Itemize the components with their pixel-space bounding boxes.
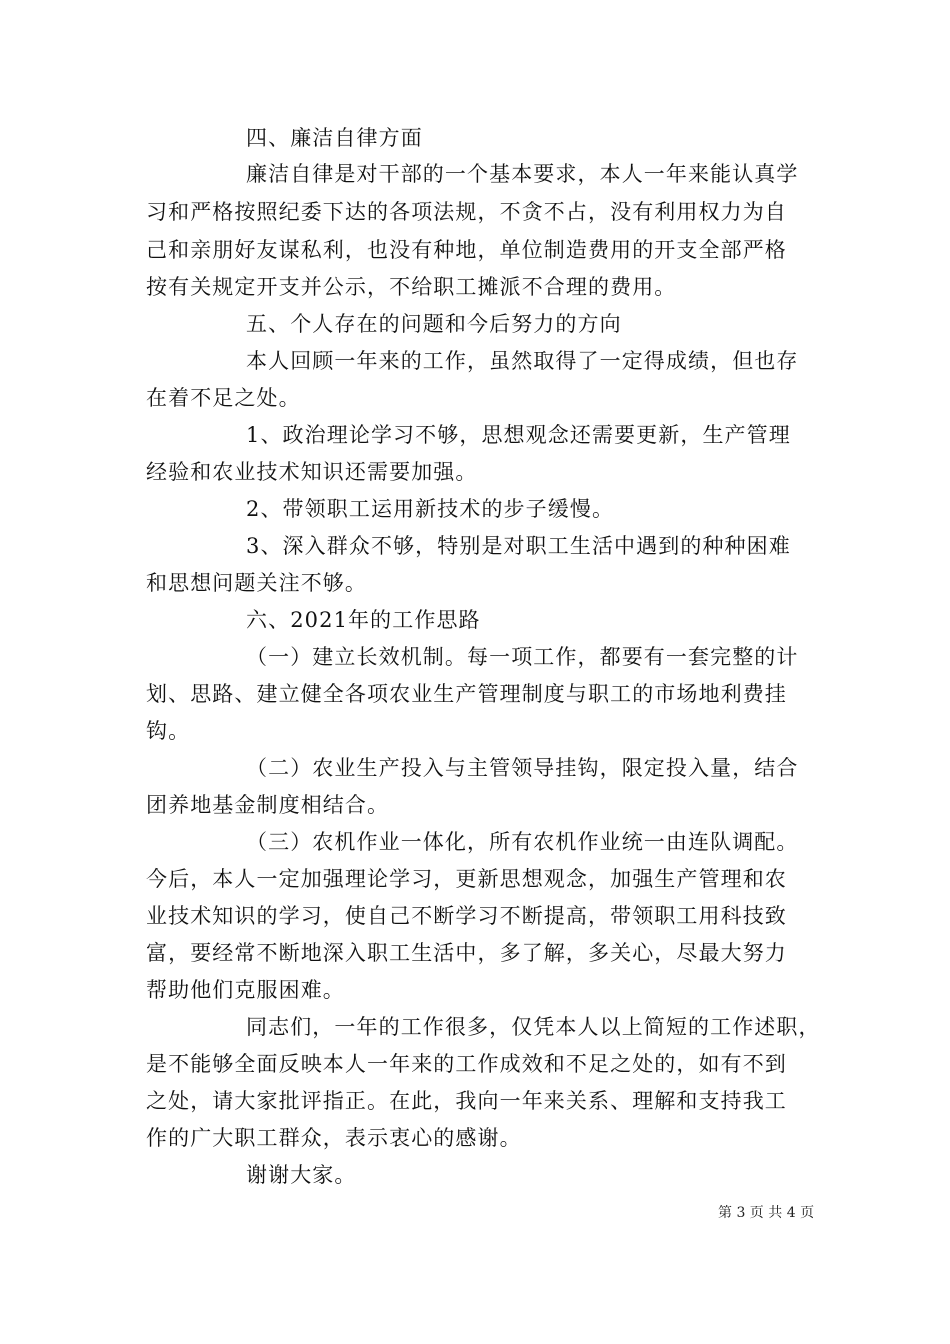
plan-item-1: （一）建立长效机制。每一项工作，都要有一套完整的计 bbox=[246, 645, 799, 669]
paragraph-line: 业技术知识的学习，使自己不断学习不断提高，带领职工用科技致 bbox=[146, 904, 787, 928]
paragraph-line: 帮助他们克服困难。 bbox=[146, 978, 345, 1002]
paragraph-line: 廉洁自律是对干部的一个基本要求，本人一年来能认真学 bbox=[246, 162, 799, 186]
paragraph-line: 和思想问题关注不够。 bbox=[146, 571, 367, 595]
list-item-1: 1、政治理论学习不够，思想观念还需要更新，生产管理 bbox=[246, 423, 791, 447]
paragraph-line: 今后，本人一定加强理论学习，更新思想观念，加强生产管理和农 bbox=[146, 867, 787, 891]
page-number-footer: 第 3 页 共 4 页 bbox=[718, 1205, 815, 1221]
section-heading-problems: 五、个人存在的问题和今后努力的方向 bbox=[246, 312, 622, 336]
paragraph-line: 团养地基金制度相结合。 bbox=[146, 793, 390, 817]
paragraph-line: 本人回顾一年来的工作，虽然取得了一定得成绩，但也存 bbox=[246, 349, 799, 373]
paragraph-line: 划、思路、建立健全各项农业生产管理制度与职工的市场地利费挂 bbox=[146, 682, 787, 706]
paragraph-line: 经验和农业技术知识还需要加强。 bbox=[146, 460, 478, 484]
paragraph-line: 在着不足之处。 bbox=[146, 386, 301, 410]
plan-item-2: （二）农业生产投入与主管领导挂钩，限定投入量，结合 bbox=[246, 756, 799, 780]
closing-paragraph-start: 同志们，一年的工作很多，仅凭本人以上简短的工作述职， bbox=[246, 1015, 821, 1039]
closing-thanks: 谢谢大家。 bbox=[246, 1163, 357, 1187]
section-heading-plan: 六、2021年的工作思路 bbox=[246, 608, 481, 632]
paragraph-line: 之处，请大家批评指正。在此，我向一年来关系、理解和支持我工 bbox=[146, 1089, 787, 1113]
paragraph-line: 钩。 bbox=[146, 719, 191, 743]
plan-item-3: （三）农机作业一体化，所有农机作业统一由连队调配。 bbox=[246, 830, 799, 854]
paragraph-line: 己和亲朋好友谋私利，也没有种地，单位制造费用的开支全部严格 bbox=[146, 238, 787, 262]
list-item-3: 3、深入群众不够，特别是对职工生活中遇到的种种困难 bbox=[246, 534, 791, 558]
list-item-2: 2、带领职工运用新技术的步子缓慢。 bbox=[246, 497, 615, 521]
paragraph-line: 习和严格按照纪委下达的各项法规，不贪不占，没有利用权力为自 bbox=[146, 200, 787, 224]
paragraph-line: 富，要经常不断地深入职工生活中，多了解，多关心，尽最大努力 bbox=[146, 941, 787, 965]
section-heading-integrity: 四、廉洁自律方面 bbox=[246, 126, 423, 150]
paragraph-line: 作的广大职工群众，表示衷心的感谢。 bbox=[146, 1126, 522, 1150]
paragraph-line: 按有关规定开支并公示，不给职工摊派不合理的费用。 bbox=[146, 275, 677, 299]
paragraph-line: 是不能够全面反映本人一年来的工作成效和不足之处的，如有不到 bbox=[146, 1052, 787, 1076]
